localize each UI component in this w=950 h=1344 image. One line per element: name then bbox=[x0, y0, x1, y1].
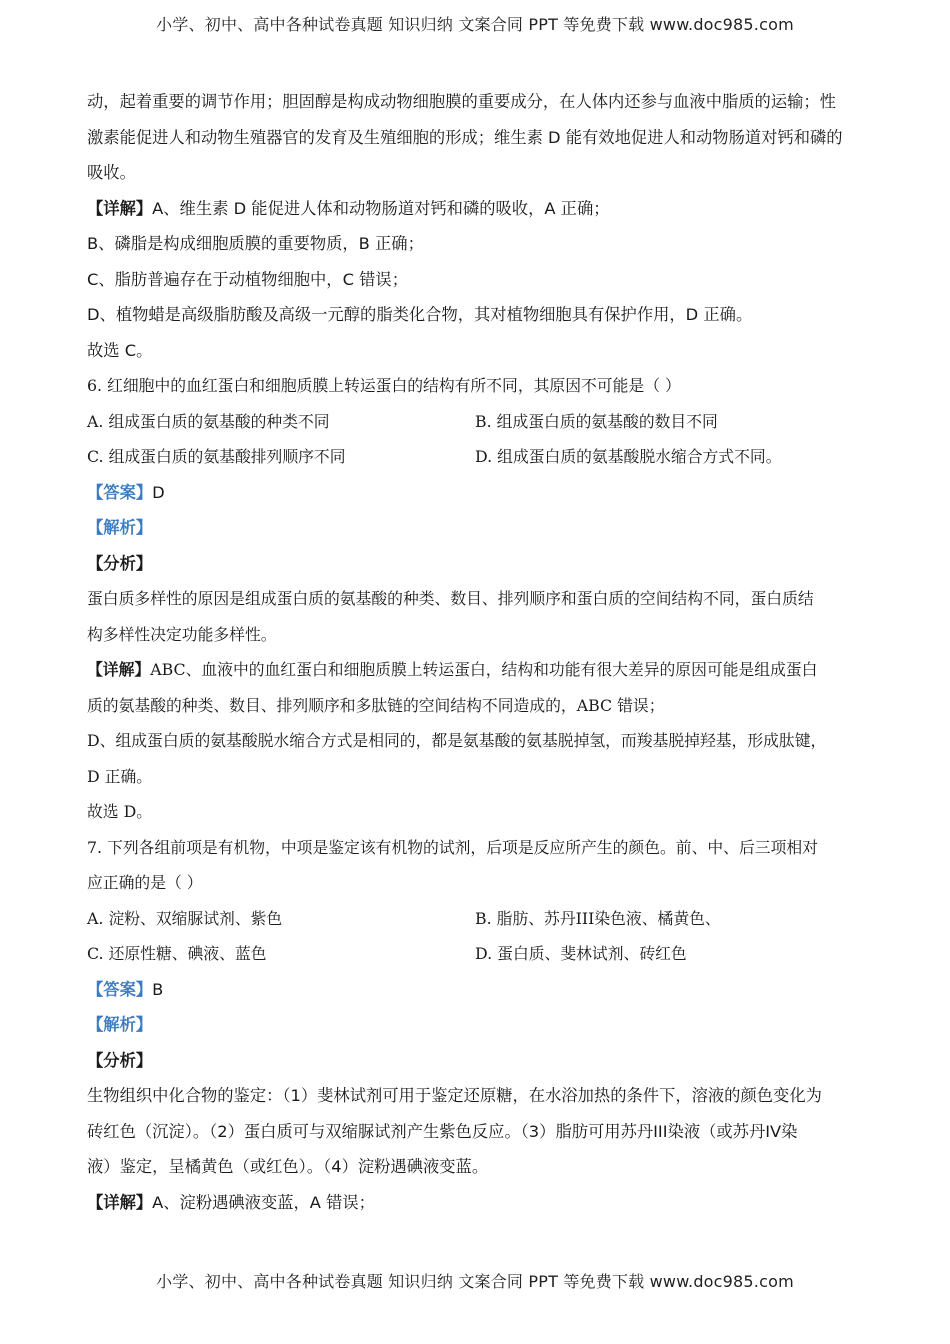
question-6-options-row bbox=[87, 439, 867, 475]
fenxi-label: 【分析】 bbox=[87, 1050, 153, 1070]
detail-line bbox=[87, 1185, 867, 1221]
question-7-options-row bbox=[87, 936, 867, 972]
analysis-label: 【解析】 bbox=[87, 1015, 153, 1034]
paragraph-line: 激素能促进人和动物生殖器官的发育及生殖细胞的形成；维生素 D 能有效地促进人和动物肠道对钙和磷的 bbox=[87, 127, 843, 147]
answer-value: D bbox=[152, 482, 165, 502]
detail-line: D、植物蜡是高级脂肪酸及高级一元醇的脂类化合物，其对植物细胞具有保护作用，D 正确。 bbox=[87, 305, 753, 324]
option-b: B. 脂肪、苏丹III染色液、橘黄色、 bbox=[475, 908, 721, 928]
detail-text: A、维生素 D 能促进人体和动物肠道对钙和磷的吸收，A 正确； bbox=[152, 198, 610, 218]
fenxi-label: 【分析】 bbox=[87, 553, 153, 573]
option-d: D. 组成蛋白质的氨基酸脱水缩合方式不同。 bbox=[475, 447, 782, 466]
question-7-options-row bbox=[87, 901, 867, 937]
detail-label: 【详解】 bbox=[87, 198, 153, 218]
paragraph-line: 蛋白质多样性的原因是组成蛋白质的氨基酸的种类、数目、排列顺序和蛋白质的空间结构不同，蛋白质结 bbox=[87, 589, 814, 608]
detail-line bbox=[87, 191, 867, 227]
paragraph-line: 构多样性决定功能多样性。 bbox=[87, 624, 277, 644]
detail-label: 【详解】 bbox=[87, 1192, 153, 1212]
paragraph-line: 液）鉴定，呈橘黄色（或红色）。（4）淀粉遇碘液变蓝。 bbox=[87, 1157, 489, 1176]
option-a: A. 淀粉、双缩脲试剂、紫色 bbox=[87, 908, 283, 928]
detail-line bbox=[87, 652, 867, 688]
answer-label: 【答案】 bbox=[87, 979, 153, 999]
detail-line: C、脂肪普遍存在于动植物细胞中，C 错误； bbox=[87, 269, 408, 289]
question-7-stem: 7. 下列各组前项是有机物，中项是鉴定该有机物的试剂，后项是反应所产生的颜色。前、中、后三项相对 bbox=[87, 837, 818, 857]
answer-line bbox=[87, 972, 867, 1008]
answer-label: 【答案】 bbox=[87, 482, 153, 502]
option-c: C. 还原性糖、碘液、蓝色 bbox=[87, 944, 267, 963]
paragraph-line: 生物组织中化合物的鉴定：（1）斐林试剂可用于鉴定还原糖，在水浴加热的条件下，溶液的颜色变化为 bbox=[87, 1086, 822, 1105]
detail-text: A、淀粉遇碘液变蓝，A 错误； bbox=[152, 1192, 375, 1212]
detail-line: 质的氨基酸的种类、数目、排列顺序和多肽链的空间结构不同造成的，ABC 错误； bbox=[87, 695, 665, 715]
answer-value: B bbox=[152, 979, 164, 999]
option-a: A. 组成蛋白质的氨基酸的种类不同 bbox=[87, 411, 330, 431]
page-footer-banner: 小学、初中、高中各种试卷真题 知识归纳 文案合同 PPT 等免费下载 www.doc985.com bbox=[156, 1272, 794, 1291]
conclusion-line: 故选 D。 bbox=[87, 802, 153, 821]
document-body bbox=[87, 84, 867, 1220]
option-d: D. 蛋白质、斐林试剂、砖红色 bbox=[475, 944, 687, 963]
question-7-stem: 应正确的是（ ） bbox=[87, 873, 203, 892]
conclusion-line: 故选 C。 bbox=[87, 340, 153, 360]
paragraph-line: 动，起着重要的调节作用；胆固醇是构成动物细胞膜的重要成分，在人体内还参与血液中脂质的运输；性 bbox=[87, 92, 836, 111]
detail-line: D、组成蛋白质的氨基酸脱水缩合方式是相同的，都是氨基酸的氨基脱掉氢，而羧基脱掉羟基，形成肽键， bbox=[87, 731, 827, 750]
option-c: C. 组成蛋白质的氨基酸排列顺序不同 bbox=[87, 447, 346, 466]
detail-line: B、磷脂是构成细胞质膜的重要物质，B 正确； bbox=[87, 234, 424, 253]
detail-text: ABC、血液中的血红蛋白和细胞质膜上转运蛋白，结构和功能有很大差异的原因可能是组成蛋白 bbox=[150, 660, 818, 679]
analysis-label: 【解析】 bbox=[87, 518, 153, 537]
question-6-stem: 6. 红细胞中的血红蛋白和细胞质膜上转运蛋白的结构有所不同，其原因不可能是（ ） bbox=[87, 376, 681, 395]
option-b: B. 组成蛋白质的氨基酸的数目不同 bbox=[475, 411, 718, 431]
page-header-banner: 小学、初中、高中各种试卷真题 知识归纳 文案合同 PPT 等免费下载 www.doc985.com bbox=[156, 15, 794, 34]
answer-line bbox=[87, 475, 867, 511]
question-6-options-row bbox=[87, 404, 867, 440]
paragraph-line: 砖红色（沉淀）。（2）蛋白质可与双缩脲试剂产生紫色反应。（3）脂肪可用苏丹III染液（或苏丹IV染 bbox=[87, 1121, 798, 1141]
detail-line: D 正确。 bbox=[87, 766, 153, 786]
paragraph-line: 吸收。 bbox=[87, 163, 136, 182]
detail-label: 【详解】 bbox=[87, 660, 151, 679]
